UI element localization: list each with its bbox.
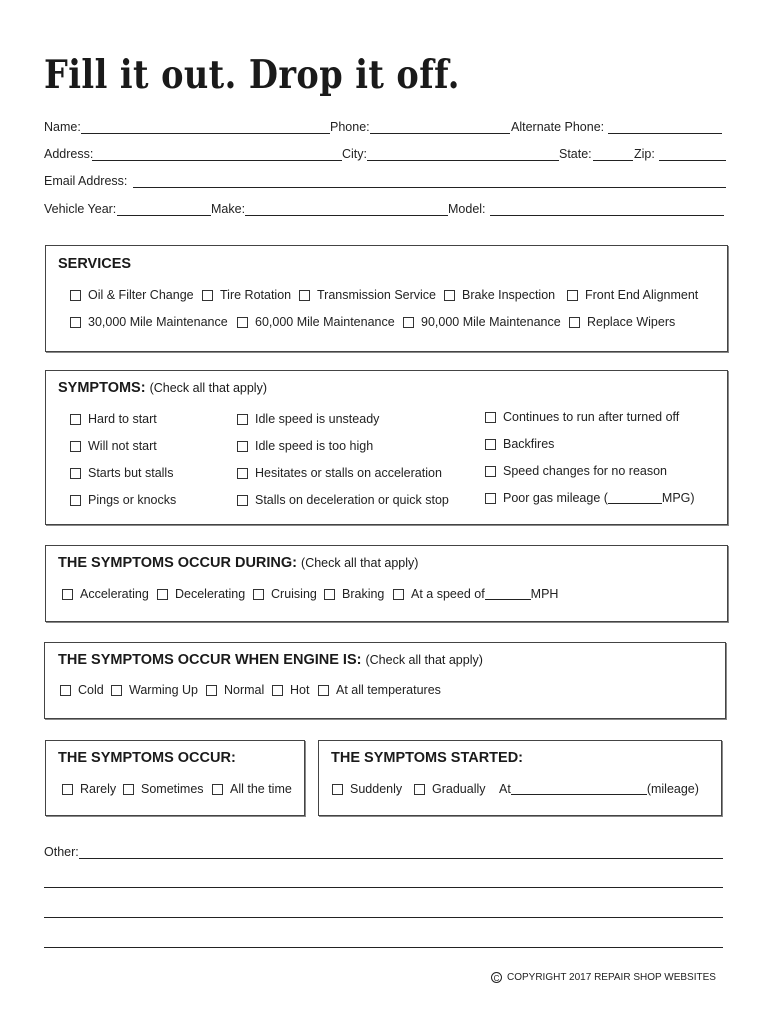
other-label: Other: (44, 845, 79, 859)
checkbox[interactable] (237, 495, 248, 506)
during-cruising[interactable]: Cruising (253, 587, 317, 601)
onset-gradually[interactable]: Gradually (414, 782, 486, 796)
zip-label: Zip: (634, 147, 655, 161)
symptom-backfires[interactable]: Backfires (485, 437, 554, 451)
occur-during-heading: THE SYMPTOMS OCCUR DURING: (Check all that apply) (58, 555, 419, 571)
symptom-hard-to-start[interactable]: Hard to start (70, 412, 157, 426)
address-field[interactable] (92, 160, 342, 161)
checkbox[interactable] (253, 589, 264, 600)
engine-state-heading: THE SYMPTOMS OCCUR WHEN ENGINE IS: (Check all that apply) (58, 652, 483, 668)
vehicle-year-label: Vehicle Year: (44, 202, 117, 216)
symptom-hesitates-acceleration[interactable]: Hesitates or stalls on acceleration (237, 466, 442, 480)
speed-field[interactable] (485, 588, 531, 600)
checkbox[interactable] (70, 414, 81, 425)
symptom-pings-or-knocks[interactable]: Pings or knocks (70, 493, 176, 507)
symptom-will-not-start[interactable]: Will not start (70, 439, 157, 453)
engine-warming-up[interactable]: Warming Up (111, 683, 198, 697)
service-front-end-alignment[interactable]: Front End Alignment (567, 288, 698, 302)
services-heading: SERVICES (58, 256, 132, 272)
checkbox[interactable] (123, 784, 134, 795)
onset-at-mileage: At (mileage) (499, 782, 699, 796)
checkbox[interactable] (403, 317, 414, 328)
checkbox[interactable] (569, 317, 580, 328)
checkbox[interactable] (70, 441, 81, 452)
service-transmission[interactable]: Transmission Service (299, 288, 436, 302)
engine-normal[interactable]: Normal (206, 683, 264, 697)
checkbox[interactable] (318, 685, 329, 696)
service-oil-filter-change[interactable]: Oil & Filter Change (70, 288, 194, 302)
name-label: Name: (44, 120, 81, 134)
service-brake-inspection[interactable]: Brake Inspection (444, 288, 555, 302)
symptom-stalls-deceleration[interactable]: Stalls on deceleration or quick stop (237, 493, 449, 507)
checkbox[interactable] (332, 784, 343, 795)
model-field[interactable] (490, 215, 724, 216)
checkbox[interactable] (237, 441, 248, 452)
email-field[interactable] (133, 187, 726, 188)
onset-heading: THE SYMPTOMS STARTED: (331, 750, 523, 766)
service-replace-wipers[interactable]: Replace Wipers (569, 315, 675, 329)
checkbox[interactable] (237, 414, 248, 425)
engine-hot[interactable]: Hot (272, 683, 309, 697)
phone-label: Phone: (330, 120, 370, 134)
checkbox[interactable] (62, 589, 73, 600)
vehicle-year-field[interactable] (117, 215, 211, 216)
checkbox[interactable] (70, 317, 81, 328)
service-tire-rotation[interactable]: Tire Rotation (202, 288, 291, 302)
frequency-rarely[interactable]: Rarely (62, 782, 116, 796)
make-field[interactable] (245, 215, 448, 216)
copyright-notice: C COPYRIGHT 2017 REPAIR SHOP WEBSITES (491, 972, 716, 983)
during-at-speed[interactable]: At a speed of MPH (393, 587, 558, 601)
checkbox[interactable] (70, 468, 81, 479)
during-braking[interactable]: Braking (324, 587, 384, 601)
checkbox[interactable] (237, 468, 248, 479)
mpg-field[interactable] (608, 492, 662, 504)
city-field[interactable] (367, 160, 559, 161)
checkbox[interactable] (485, 466, 496, 477)
checkbox[interactable] (485, 493, 496, 504)
zip-field[interactable] (659, 160, 726, 161)
state-label: State: (559, 147, 592, 161)
address-label: Address: (44, 147, 94, 161)
service-30k-maintenance[interactable]: 30,000 Mile Maintenance (70, 315, 228, 329)
alt-phone-field[interactable] (608, 133, 722, 134)
checkbox[interactable] (444, 290, 455, 301)
symptom-runs-after-off[interactable]: Continues to run after turned off (485, 410, 679, 424)
symptom-speed-changes[interactable]: Speed changes for no reason (485, 464, 667, 478)
during-decelerating[interactable]: Decelerating (157, 587, 245, 601)
frequency-all-the-time[interactable]: All the time (212, 782, 292, 796)
checkbox[interactable] (206, 685, 217, 696)
other-field-line-3[interactable] (44, 917, 723, 918)
engine-all-temperatures[interactable]: At all temperatures (318, 683, 441, 697)
model-label: Model: (448, 202, 486, 216)
symptom-idle-unsteady[interactable]: Idle speed is unsteady (237, 412, 379, 426)
checkbox[interactable] (212, 784, 223, 795)
form-title: Fill it out. Drop it off. (44, 52, 460, 98)
other-field-line-4[interactable] (44, 947, 723, 948)
checkbox[interactable] (157, 589, 168, 600)
alt-phone-label: Alternate Phone: (511, 120, 605, 134)
frequency-heading: THE SYMPTOMS OCCUR: (58, 750, 236, 766)
checkbox[interactable] (237, 317, 248, 328)
copyright-icon: C (491, 972, 502, 983)
symptoms-heading: SYMPTOMS: (Check all that apply) (58, 380, 267, 396)
make-label: Make: (211, 202, 246, 216)
checkbox[interactable] (299, 290, 310, 301)
service-90k-maintenance[interactable]: 90,000 Mile Maintenance (403, 315, 561, 329)
email-label: Email Address: (44, 174, 128, 188)
other-field-line-2[interactable] (44, 887, 723, 888)
state-field[interactable] (593, 160, 633, 161)
engine-cold[interactable]: Cold (60, 683, 104, 697)
during-accelerating[interactable]: Accelerating (62, 587, 149, 601)
service-60k-maintenance[interactable]: 60,000 Mile Maintenance (237, 315, 395, 329)
onset-suddenly[interactable]: Suddenly (332, 782, 402, 796)
checkbox[interactable] (324, 589, 335, 600)
checkbox[interactable] (60, 685, 71, 696)
symptom-idle-too-high[interactable]: Idle speed is too high (237, 439, 373, 453)
checkbox[interactable] (414, 784, 425, 795)
checkbox[interactable] (567, 290, 578, 301)
other-field-line-1[interactable] (79, 858, 723, 859)
symptom-starts-but-stalls[interactable]: Starts but stalls (70, 466, 173, 480)
symptom-poor-gas-mileage[interactable]: Poor gas mileage ( MPG) (485, 491, 695, 505)
checkbox[interactable] (202, 290, 213, 301)
city-label: City: (342, 147, 367, 161)
checkbox[interactable] (485, 439, 496, 450)
phone-field[interactable] (370, 133, 510, 134)
checkbox[interactable] (393, 589, 404, 600)
frequency-sometimes[interactable]: Sometimes (123, 782, 204, 796)
checkbox[interactable] (70, 495, 81, 506)
mileage-field[interactable] (511, 783, 647, 795)
checkbox[interactable] (485, 412, 496, 423)
name-field[interactable] (81, 133, 330, 134)
checkbox[interactable] (111, 685, 122, 696)
checkbox[interactable] (272, 685, 283, 696)
checkbox[interactable] (62, 784, 73, 795)
checkbox[interactable] (70, 290, 81, 301)
